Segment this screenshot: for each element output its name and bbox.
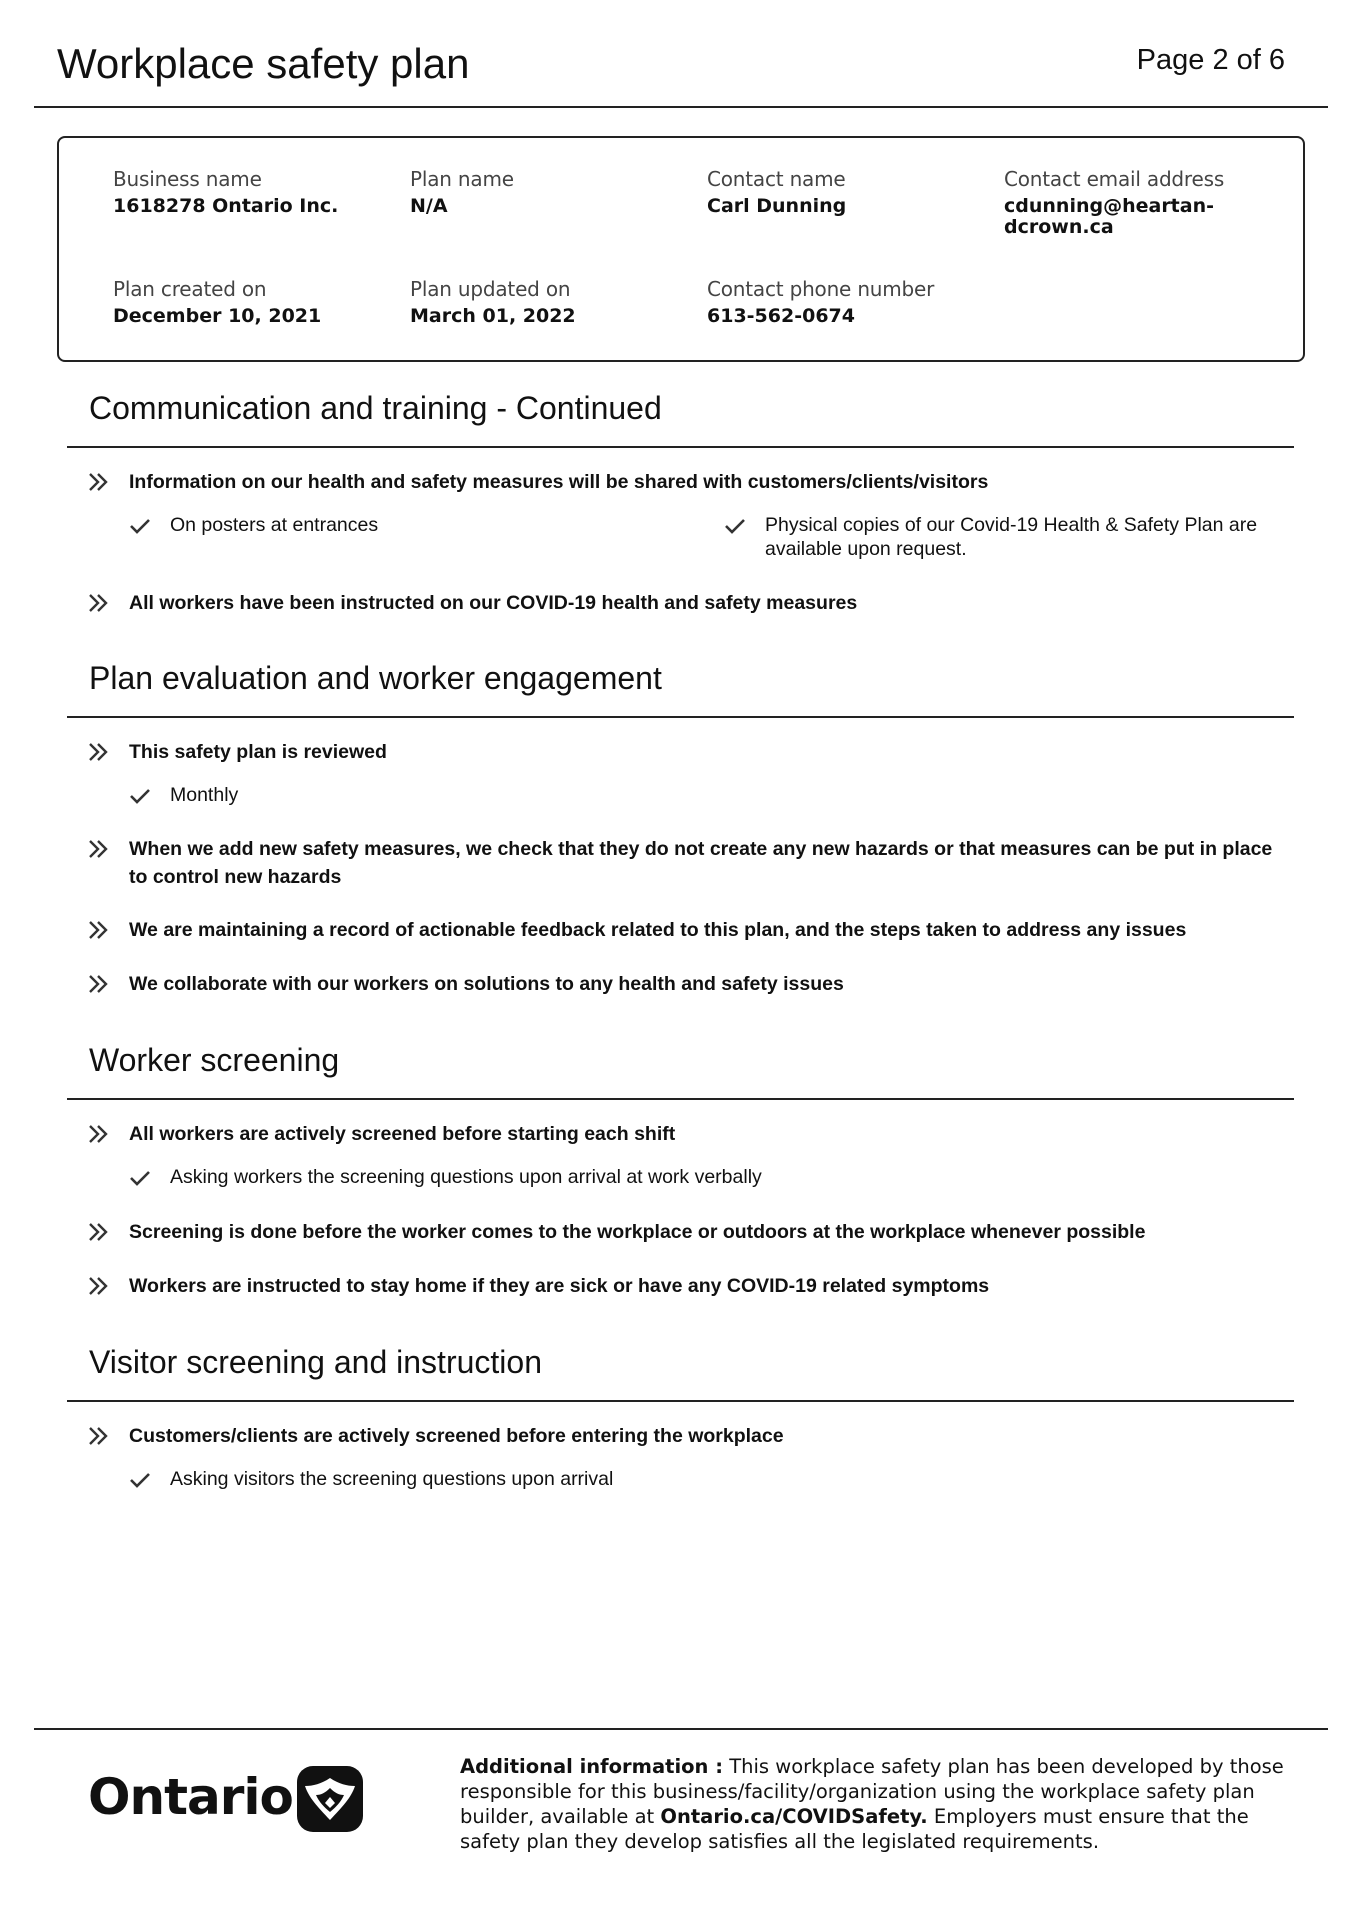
sub-item-text: Asking visitors the screening questions upon arrival	[170, 1468, 614, 1490]
section-visitor-screening	[67, 1342, 1294, 1402]
list-item	[88, 1120, 1288, 1148]
list-item	[88, 1218, 1288, 1246]
double-chevron-icon	[88, 1275, 110, 1297]
sub-item-text: Asking workers the screening questions upon arrival at work verbally	[170, 1166, 762, 1188]
double-chevron-icon	[88, 973, 110, 995]
item-text: We are maintaining a record of actionable feedback related to this plan, and the steps taken to address any issues	[129, 919, 1187, 941]
sub-item	[129, 783, 689, 807]
sub-item	[724, 513, 1294, 561]
plan-created-field	[113, 276, 383, 327]
additional-info-text-end: Employers must ensure that the safety plan they develop satisfies all the legislated requirements.	[460, 1805, 1249, 1853]
ontario-logo	[88, 1760, 378, 1840]
double-chevron-icon	[88, 1221, 110, 1243]
plan-created-value: December 10, 2021	[113, 305, 322, 327]
double-chevron-icon	[88, 1123, 110, 1145]
item-text: When we add new safety measures, we check that they do not create any new hazards or that measures can be put in place to control new hazards	[129, 838, 1273, 888]
additional-info-label: Additional information :	[460, 1755, 724, 1778]
plan-updated-field	[410, 276, 680, 327]
section-communication-training	[67, 388, 1294, 448]
double-chevron-icon	[88, 919, 110, 941]
item-text: Workers are instructed to stay home if they are sick or have any COVID-19 related symptoms	[129, 1275, 990, 1297]
list-item	[88, 916, 1288, 944]
contact-email-value: cdunning@heartan-dcrown.ca	[1004, 195, 1215, 238]
section-divider	[67, 446, 1294, 448]
covid-safety-link[interactable]: Ontario.ca/COVIDSafety.	[660, 1805, 928, 1828]
page-number: Page 2 of 6	[1136, 44, 1285, 76]
additional-info-text: This workplace safety plan has been developed by those responsible for this business/facility/organization using the workplace safety plan builder, available at	[460, 1755, 1284, 1828]
double-chevron-icon	[88, 838, 110, 860]
plan-created-label: Plan created on	[113, 277, 267, 301]
section-title: Plan evaluation and worker engagement	[89, 660, 662, 696]
section-divider	[67, 1098, 1294, 1100]
checkmark-icon	[129, 515, 151, 537]
item-text: This safety plan is reviewed	[129, 741, 387, 763]
contact-name-field	[707, 166, 977, 217]
sub-item-text: Monthly	[170, 784, 239, 806]
contact-name-value: Carl Dunning	[707, 195, 847, 217]
checkmark-icon	[129, 1167, 151, 1189]
section-divider	[67, 716, 1294, 718]
contact-phone-label: Contact phone number	[707, 277, 935, 301]
checkmark-icon	[129, 785, 151, 807]
plan-name-value: N/A	[410, 195, 448, 217]
section-title: Communication and training - Continued	[89, 390, 662, 426]
footer-divider	[34, 1728, 1328, 1730]
section-plan-evaluation	[67, 658, 1294, 718]
additional-information	[460, 1754, 1310, 1854]
double-chevron-icon	[88, 1425, 110, 1447]
item-text: Information on our health and safety measures will be shared with customers/clients/visitors	[129, 471, 989, 493]
list-item	[88, 468, 1288, 496]
section-divider	[67, 1400, 1294, 1402]
page-title: Workplace safety plan	[57, 40, 470, 87]
sub-item-text: On posters at entrances	[170, 514, 379, 536]
checkmark-icon	[724, 515, 746, 537]
plan-updated-label: Plan updated on	[410, 277, 571, 301]
section-worker-screening	[67, 1040, 1294, 1100]
business-name-value: 1618278 Ontario Inc.	[113, 195, 339, 217]
double-chevron-icon	[88, 471, 110, 493]
list-item	[88, 835, 1288, 891]
double-chevron-icon	[88, 592, 110, 614]
section-title: Worker screening	[89, 1042, 340, 1078]
contact-email-label: Contact email address	[1004, 167, 1225, 191]
sub-item-text: Physical copies of our Covid-19 Health & Safety Plan are available upon request.	[765, 514, 1258, 560]
list-item	[88, 589, 1288, 617]
sub-item	[129, 1467, 1029, 1491]
plan-name-label: Plan name	[410, 167, 514, 191]
double-chevron-icon	[88, 741, 110, 763]
business-name-label: Business name	[113, 167, 262, 191]
trillium-icon	[295, 1764, 365, 1834]
contact-phone-value: 613-562-0674	[707, 305, 855, 327]
item-text: All workers have been instructed on our COVID-19 health and safety measures	[129, 592, 858, 614]
item-text: Customers/clients are actively screened before entering the workplace	[129, 1425, 784, 1447]
contact-phone-field	[707, 276, 977, 327]
section-title: Visitor screening and instruction	[89, 1344, 542, 1380]
business-name-field	[113, 166, 383, 217]
logo-wordmark: Ontario	[88, 1768, 293, 1826]
sub-item	[129, 1165, 1029, 1189]
list-item	[88, 1422, 1288, 1450]
plan-name-field	[410, 166, 680, 217]
list-item	[88, 970, 1288, 998]
item-text: All workers are actively screened before starting each shift	[129, 1123, 676, 1145]
contact-email-field	[1004, 166, 1234, 238]
list-item	[88, 738, 1288, 766]
list-item	[88, 1272, 1288, 1300]
item-text: Screening is done before the worker comes to the workplace or outdoors at the workplace whenever possible	[129, 1221, 1146, 1243]
checkmark-icon	[129, 1469, 151, 1491]
contact-name-label: Contact name	[707, 167, 846, 191]
item-text: We collaborate with our workers on solutions to any health and safety issues	[129, 973, 844, 995]
plan-info-box	[57, 136, 1305, 362]
header-divider	[34, 106, 1328, 108]
plan-updated-value: March 01, 2022	[410, 305, 576, 327]
sub-item	[129, 513, 689, 537]
